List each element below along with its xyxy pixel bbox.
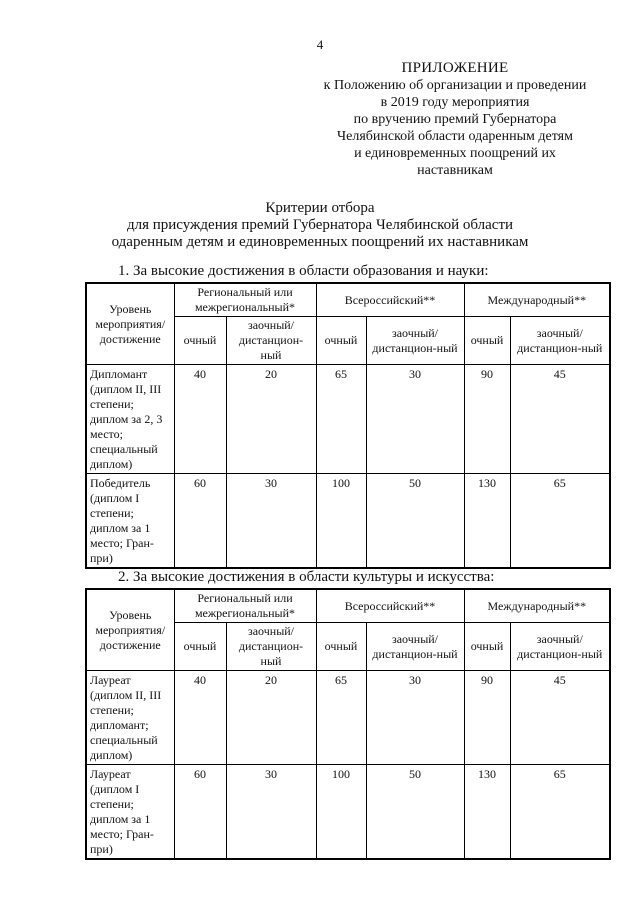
cell-value: 60: [174, 765, 226, 860]
table-row: [86, 671, 610, 765]
appendix-block: [260, 60, 640, 179]
appendix-line: к Положению об организации и проведении: [323, 78, 587, 93]
criteria-line: для присуждения премий Губернатора Челябинской области: [126, 217, 514, 233]
row-level: Победитель (диплом I степени; диплом за 1 место; Гран-при): [86, 474, 174, 569]
criteria-heading: [0, 200, 640, 251]
cell-value: 40: [174, 671, 226, 765]
header-international: Международный**: [464, 283, 610, 317]
table-row: [86, 365, 610, 474]
header-international: Международный**: [464, 589, 610, 623]
table-row: [86, 765, 610, 860]
appendix-line: по вручению премий Губернатора: [353, 112, 557, 127]
criteria-table-culture: [85, 588, 611, 860]
cell-value: 100: [316, 474, 366, 569]
cell-value: 30: [366, 365, 464, 474]
row-level: Лауреат (диплом II, III степени; дипломант; специальный диплом): [86, 671, 174, 765]
section-title: 1. За высокие достижения в области образования и науки:: [118, 263, 489, 279]
header-distance: заочный/ дистанцион-ный: [510, 623, 610, 671]
header-level: Уровень мероприятия/ достижение: [86, 589, 174, 671]
criteria-table-education: [85, 282, 611, 569]
cell-value: 90: [464, 671, 510, 765]
cell-value: 50: [366, 765, 464, 860]
cell-value: 30: [366, 671, 464, 765]
header-full-time: очный: [464, 317, 510, 365]
section-title: 2. За высокие достижения в области культуры и искусства:: [118, 569, 495, 585]
header-full-time: очный: [316, 317, 366, 365]
cell-value: 20: [226, 671, 316, 765]
page-number: 4: [316, 37, 324, 52]
row-level: Дипломант (диплом II, III степени; диплом за 2, 3 место; специальный диплом): [86, 365, 174, 474]
header-distance: заочный/ дистанцион-ный: [366, 317, 464, 365]
appendix-title: ПРИЛОЖЕНИЕ: [401, 60, 509, 76]
header-full-time: очный: [174, 317, 226, 365]
header-full-time: очный: [464, 623, 510, 671]
header-distance: заочный/ дистанцион-ный: [510, 317, 610, 365]
criteria-line: одаренным детям и единовременных поощрений их наставникам: [111, 234, 529, 250]
header-distance: заочный/ дистанцион-ный: [226, 623, 316, 671]
cell-value: 130: [464, 474, 510, 569]
appendix-line: наставникам: [417, 163, 493, 178]
row-level: Лауреат (диплом I степени; диплом за 1 место; Гран-при): [86, 765, 174, 860]
cell-value: 45: [510, 365, 610, 474]
cell-value: 100: [316, 765, 366, 860]
table-row: [86, 474, 610, 569]
header-full-time: очный: [174, 623, 226, 671]
header-national: Всероссийский**: [316, 283, 464, 317]
cell-value: 65: [510, 765, 610, 860]
header-full-time: очный: [316, 623, 366, 671]
cell-value: 40: [174, 365, 226, 474]
cell-value: 130: [464, 765, 510, 860]
header-distance: заочный/ дистанцион-ный: [226, 317, 316, 365]
cell-value: 30: [226, 765, 316, 860]
cell-value: 60: [174, 474, 226, 569]
cell-value: 50: [366, 474, 464, 569]
cell-value: 90: [464, 365, 510, 474]
header-regional: Региональный или межрегиональный*: [174, 283, 316, 317]
header-level: Уровень мероприятия/ достижение: [86, 283, 174, 365]
cell-value: 45: [510, 671, 610, 765]
cell-value: 65: [316, 671, 366, 765]
appendix-line: и единовременных поощрений их: [354, 146, 556, 161]
cell-value: 20: [226, 365, 316, 474]
appendix-line: Челябинской области одаренным детям: [337, 129, 573, 144]
cell-value: 65: [316, 365, 366, 474]
header-national: Всероссийский**: [316, 589, 464, 623]
header-regional: Региональный или межрегиональный*: [174, 589, 316, 623]
cell-value: 65: [510, 474, 610, 569]
header-distance: заочный/ дистанцион-ный: [366, 623, 464, 671]
appendix-line: в 2019 году мероприятия: [380, 95, 530, 110]
cell-value: 30: [226, 474, 316, 569]
criteria-title: Критерии отбора: [265, 200, 375, 216]
